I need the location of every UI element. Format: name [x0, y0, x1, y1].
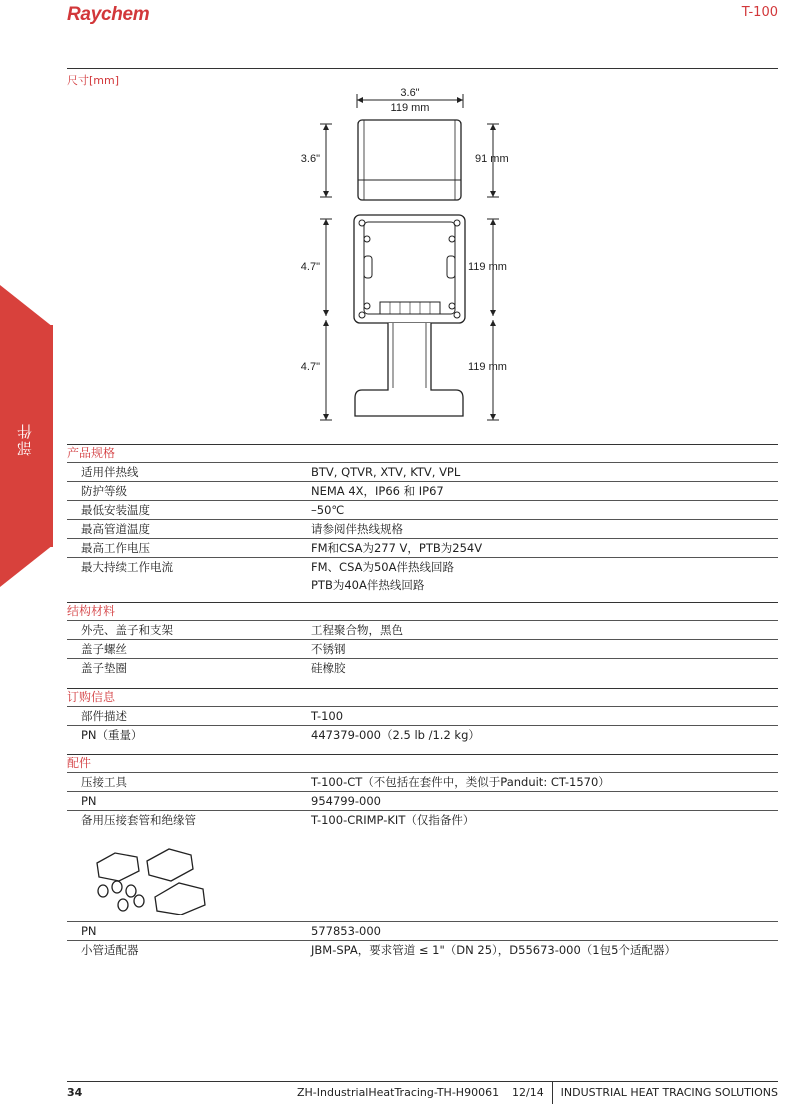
sidebar-tab-bottom [0, 545, 53, 587]
row-value-line: PTB为40A伴热线回路 [311, 578, 425, 592]
row-value [311, 941, 778, 959]
accessories-section [67, 754, 778, 959]
footer-rule [67, 1081, 778, 1082]
row-value-line: BTV, QTVR, XTV, KTV, VPL [311, 465, 461, 479]
row-label: 适用伴热线 [81, 465, 139, 479]
materials-title: 结构材料 [67, 602, 778, 620]
row-value-line: T-100-CRIMP-KIT（仅指备件） [311, 813, 475, 827]
row-value-line: 577853-000 [311, 924, 381, 938]
dim-lid-in: 3.6" [300, 153, 320, 165]
footer-title: INDUSTRIAL HEAT TRACING SOLUTIONS [560, 1086, 778, 1099]
table-row [67, 725, 778, 744]
row-label: 外壳、盖子和支架 [81, 623, 173, 637]
row-label: PN [81, 924, 97, 938]
table-row [67, 500, 778, 519]
row-label: 小管适配器 [81, 943, 139, 957]
materials-section [67, 602, 778, 677]
table-row [67, 481, 778, 500]
row-value-line: 硅橡胶 [311, 661, 346, 675]
dim-stand-mm: 119 mm [468, 361, 507, 373]
row-label: 备用压接套管和绝缘管 [81, 813, 196, 827]
footer [67, 1086, 778, 1102]
row-value-line: 请参阅伴热线规格 [311, 522, 403, 536]
spec-title: 产品规格 [67, 444, 778, 462]
spec-section [67, 444, 778, 594]
row-label: 盖子垫圈 [81, 661, 127, 675]
table-row [67, 810, 778, 829]
row-value [311, 463, 778, 481]
row-value-line: NEMA 4X，IP66 和 IP67 [311, 484, 444, 498]
table-row [67, 557, 778, 594]
row-value [311, 501, 778, 519]
ordering-section [67, 688, 778, 744]
row-label: 盖子螺丝 [81, 642, 127, 656]
document-code: T-100 [741, 5, 778, 20]
page-count: 12/14 [512, 1086, 544, 1099]
table-row [67, 706, 778, 725]
table-row [67, 921, 778, 940]
row-value [311, 792, 778, 810]
row-value [311, 811, 778, 829]
table-row [67, 620, 778, 639]
row-value [311, 558, 778, 594]
row-value-line: 不锈钢 [311, 642, 346, 656]
row-value-line: –50℃ [311, 503, 345, 517]
row-label: PN（重量） [81, 728, 143, 742]
dim-top-mm: 119 mm [390, 102, 430, 114]
row-value [311, 707, 778, 725]
row-value-line: 447379-000（2.5 lb /1.2 kg） [311, 728, 480, 742]
row-label: 压接工具 [81, 775, 127, 789]
row-value [311, 482, 778, 500]
row-label: 防护等级 [81, 484, 127, 498]
table-row [67, 791, 778, 810]
row-value-line: T-100 [311, 709, 344, 723]
doc-reference: ZH-IndustrialHeatTracing-TH-H90061 [297, 1086, 500, 1099]
table-row [67, 538, 778, 557]
table-row [67, 772, 778, 791]
row-value [311, 773, 778, 791]
row-label: 部件描述 [81, 709, 127, 723]
table-row [67, 639, 778, 658]
brand-logo: Raychem [67, 4, 150, 25]
row-value-line: 954799-000 [311, 794, 381, 808]
dimension-drawing [300, 84, 530, 424]
row-value-line: FM和CSA为277 V，PTB为254V [311, 541, 483, 555]
dim-top-in: 3.6" [400, 87, 420, 99]
dim-lid-mm: 91 mm [475, 153, 509, 165]
row-value [311, 621, 778, 639]
row-value-line: T-100-CT（不包括在套件中，类似于Panduit: CT-1570） [311, 775, 610, 789]
ordering-title: 订购信息 [67, 688, 778, 706]
crimp-kit-image [89, 835, 249, 915]
dim-box-mm: 119 mm [468, 261, 507, 273]
table-row [67, 462, 778, 481]
row-value [311, 922, 778, 940]
sidebar-label: 部件 [16, 422, 34, 456]
dimensions-title: 尺寸[mm] [67, 74, 120, 87]
footer-separator [552, 1082, 553, 1104]
row-value-line: 工程聚合物，黑色 [311, 623, 403, 637]
row-value [311, 726, 778, 744]
table-row [67, 658, 778, 677]
header-rule [67, 68, 778, 69]
table-row [67, 940, 778, 959]
page-number: 34 [67, 1086, 83, 1099]
dim-box-in: 4.7" [300, 261, 320, 273]
row-value-line: FM、CSA为50A伴热线回路 [311, 560, 454, 574]
row-value [311, 659, 778, 677]
row-label: 最高工作电压 [81, 541, 150, 555]
row-value-line: JBM-SPA，要求管道 ≤ 1"（DN 25），D55673-000（1包5个适配器） [311, 943, 676, 957]
row-value [311, 520, 778, 538]
row-value [311, 539, 778, 557]
row-label: 最高管道温度 [81, 522, 150, 536]
row-value [311, 640, 778, 658]
row-label: PN [81, 794, 97, 808]
accessories-title: 配件 [67, 754, 778, 772]
row-label: 最大持续工作电流 [81, 560, 173, 574]
dim-stand-in: 4.7" [300, 361, 320, 373]
row-label: 最低安装温度 [81, 503, 150, 517]
table-row [67, 519, 778, 538]
